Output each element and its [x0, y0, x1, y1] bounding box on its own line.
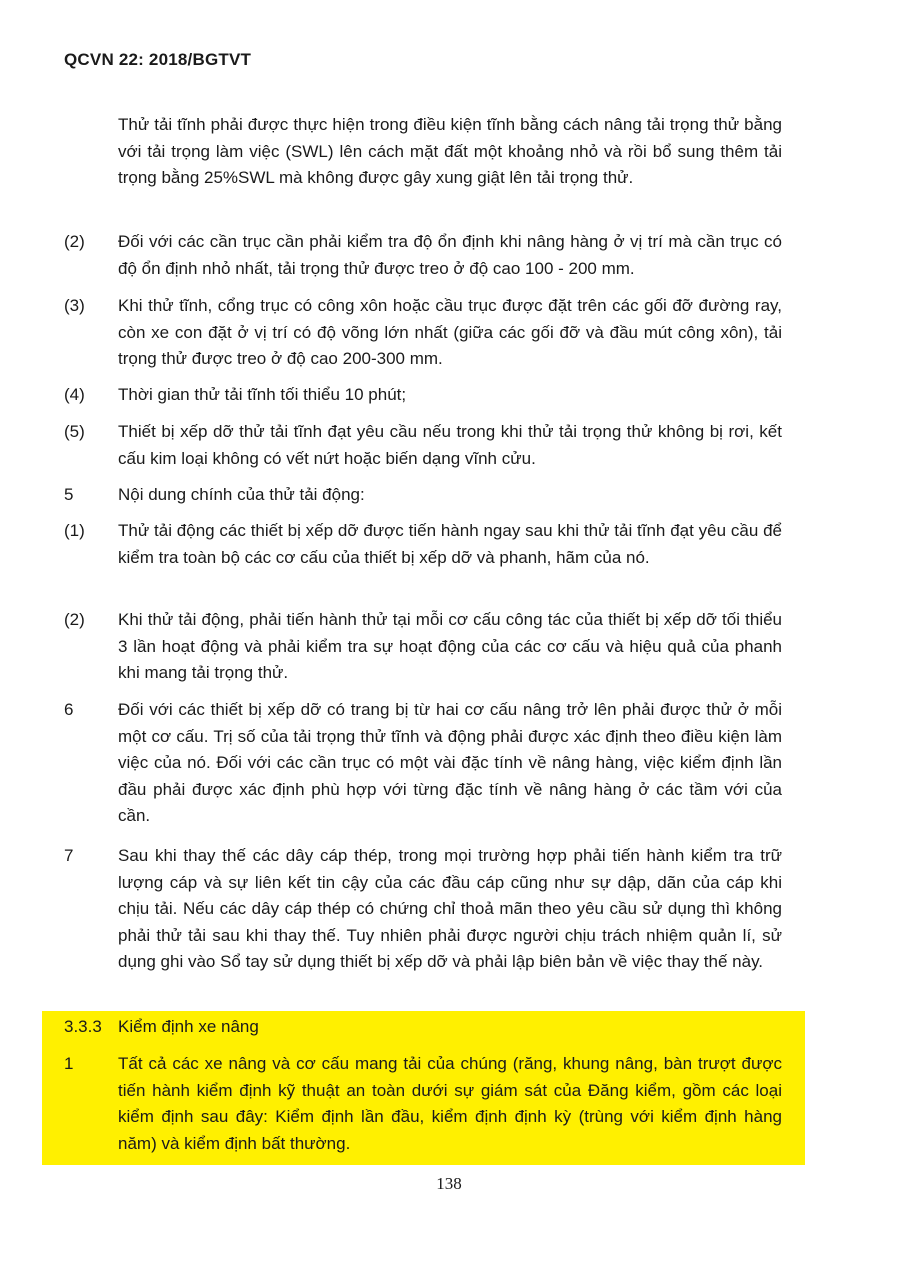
list-item [64, 382, 782, 409]
item-text: Thử tải động các thiết bị xếp dỡ được tiến hành ngay sau khi thử tải tĩnh đạt yêu cầu để kiểm tra toàn bộ các cơ cấu của thiết bị xếp dỡ và phanh, hãm của nó. [118, 521, 782, 567]
item-text: Đối với các thiết bị xếp dỡ có trang bị từ hai cơ cấu nâng trở lên phải được thử ở mỗi một cơ cấu. Trị số của tải trọng thử tĩnh và động phải được xác định theo điều kiện làm việc của nó. Đối với các cần trục có một vài đặc tính về nâng hàng, việc kiểm định lần đầu phải được xác định phù hợp với từng đặc tính về nâng hàng ở các tầm với của cần. [118, 700, 782, 826]
item-number: (3) [64, 296, 85, 315]
list-item [64, 518, 782, 571]
list-item [64, 419, 782, 472]
list-item [64, 697, 782, 830]
document-code-header: QCVN 22: 2018/BGTVT [64, 50, 252, 69]
item-number: 5 [64, 485, 74, 504]
item-text: Khi thử tĩnh, cổng trục có công xôn hoặc cầu trục được đặt trên các gối đỡ đường ray, còn xe con đặt ở vị trí có độ võng lớn nhất (giữa các gối đỡ và đầu mút công xôn), tải trọng thử được treo ở độ cao 200-300 mm. [118, 296, 782, 369]
item-text: Sau khi thay thế các dây cáp thép, trong mọi trường hợp phải tiến hành kiểm tra trữ lượng cáp và sự liên kết tin cậy của các đầu cáp cũng như sự dập, dãn của cáp khi chịu tải. Nếu các dây cáp thép có chứng chỉ thoả mãn theo yêu cầu sử dụng thì không phải thử tải sau khi thay thế. Tuy nhiên phải được người chịu trách nhiệm quản lí, sử dụng ghi vào Sổ tay sử dụng thiết bị xếp dỡ và phải lập biên bản về việc thay thế này. [118, 846, 782, 972]
item-number: 7 [64, 846, 74, 865]
item-number: (2) [64, 610, 85, 629]
item-text: Nội dung chính của thử tải động: [118, 485, 365, 504]
list-item [64, 1051, 782, 1157]
item-number: 6 [64, 700, 74, 719]
item-text: Khi thử tải động, phải tiến hành thử tại mỗi cơ cấu công tác của thiết bị xếp dỡ tối thiểu 3 lần hoạt động và phải kiểm tra sự hoạt động của các cơ cấu và hiệu quả của phanh khi mang tải trọng thử. [118, 610, 782, 683]
item-number: (5) [64, 422, 85, 441]
list-item [64, 229, 782, 282]
item-text: Thiết bị xếp dỡ thử tải tĩnh đạt yêu cầu nếu trong khi thử tải trọng thử không bị rơi, kết cấu kim loại không có vết nứt hoặc biến dạng vĩnh cửu. [118, 422, 782, 468]
list-item [64, 293, 782, 373]
item-text: Thời gian thử tải tĩnh tối thiểu 10 phút; [118, 385, 407, 404]
item-number: (1) [64, 521, 85, 540]
section-number: 3.3.3 [64, 1017, 102, 1036]
item-text: Đối với các cần trục cần phải kiểm tra độ ổn định khi nâng hàng ở vị trí mà cần trục có độ ổn định nhỏ nhất, tải trọng thử được treo ở độ cao 100 - 200 mm. [118, 232, 782, 278]
list-item [64, 482, 782, 509]
section-heading [64, 1014, 782, 1041]
item-text: Tất cả các xe nâng và cơ cấu mang tải của chúng (răng, khung nâng, bàn trượt được tiến hành kiểm định kỹ thuật an toàn dưới sự giám sát của Đăng kiểm, gồm các loại kiểm định sau đây: Kiểm định lần đầu, kiểm định định kỳ (trùng với kiểm định hàng năm) và kiểm định bất thường. [118, 1054, 782, 1153]
section-title: Kiểm định xe nâng [118, 1017, 259, 1036]
item-number: 1 [64, 1054, 74, 1073]
page-number: 138 [436, 1174, 462, 1193]
list-item [64, 843, 782, 976]
item-number: (2) [64, 232, 85, 251]
intro-paragraph: Thử tải tĩnh phải được thực hiện trong điều kiện tĩnh bằng cách nâng tải trọng thử bằng với tải trọng làm việc (SWL) lên cách mặt đất một khoảng nhỏ và rồi bổ sung thêm tải trọng bằng 25%SWL mà không được gây xung giật lên tải trọng thử. [118, 115, 782, 188]
item-number: (4) [64, 385, 85, 404]
list-item [64, 607, 782, 687]
